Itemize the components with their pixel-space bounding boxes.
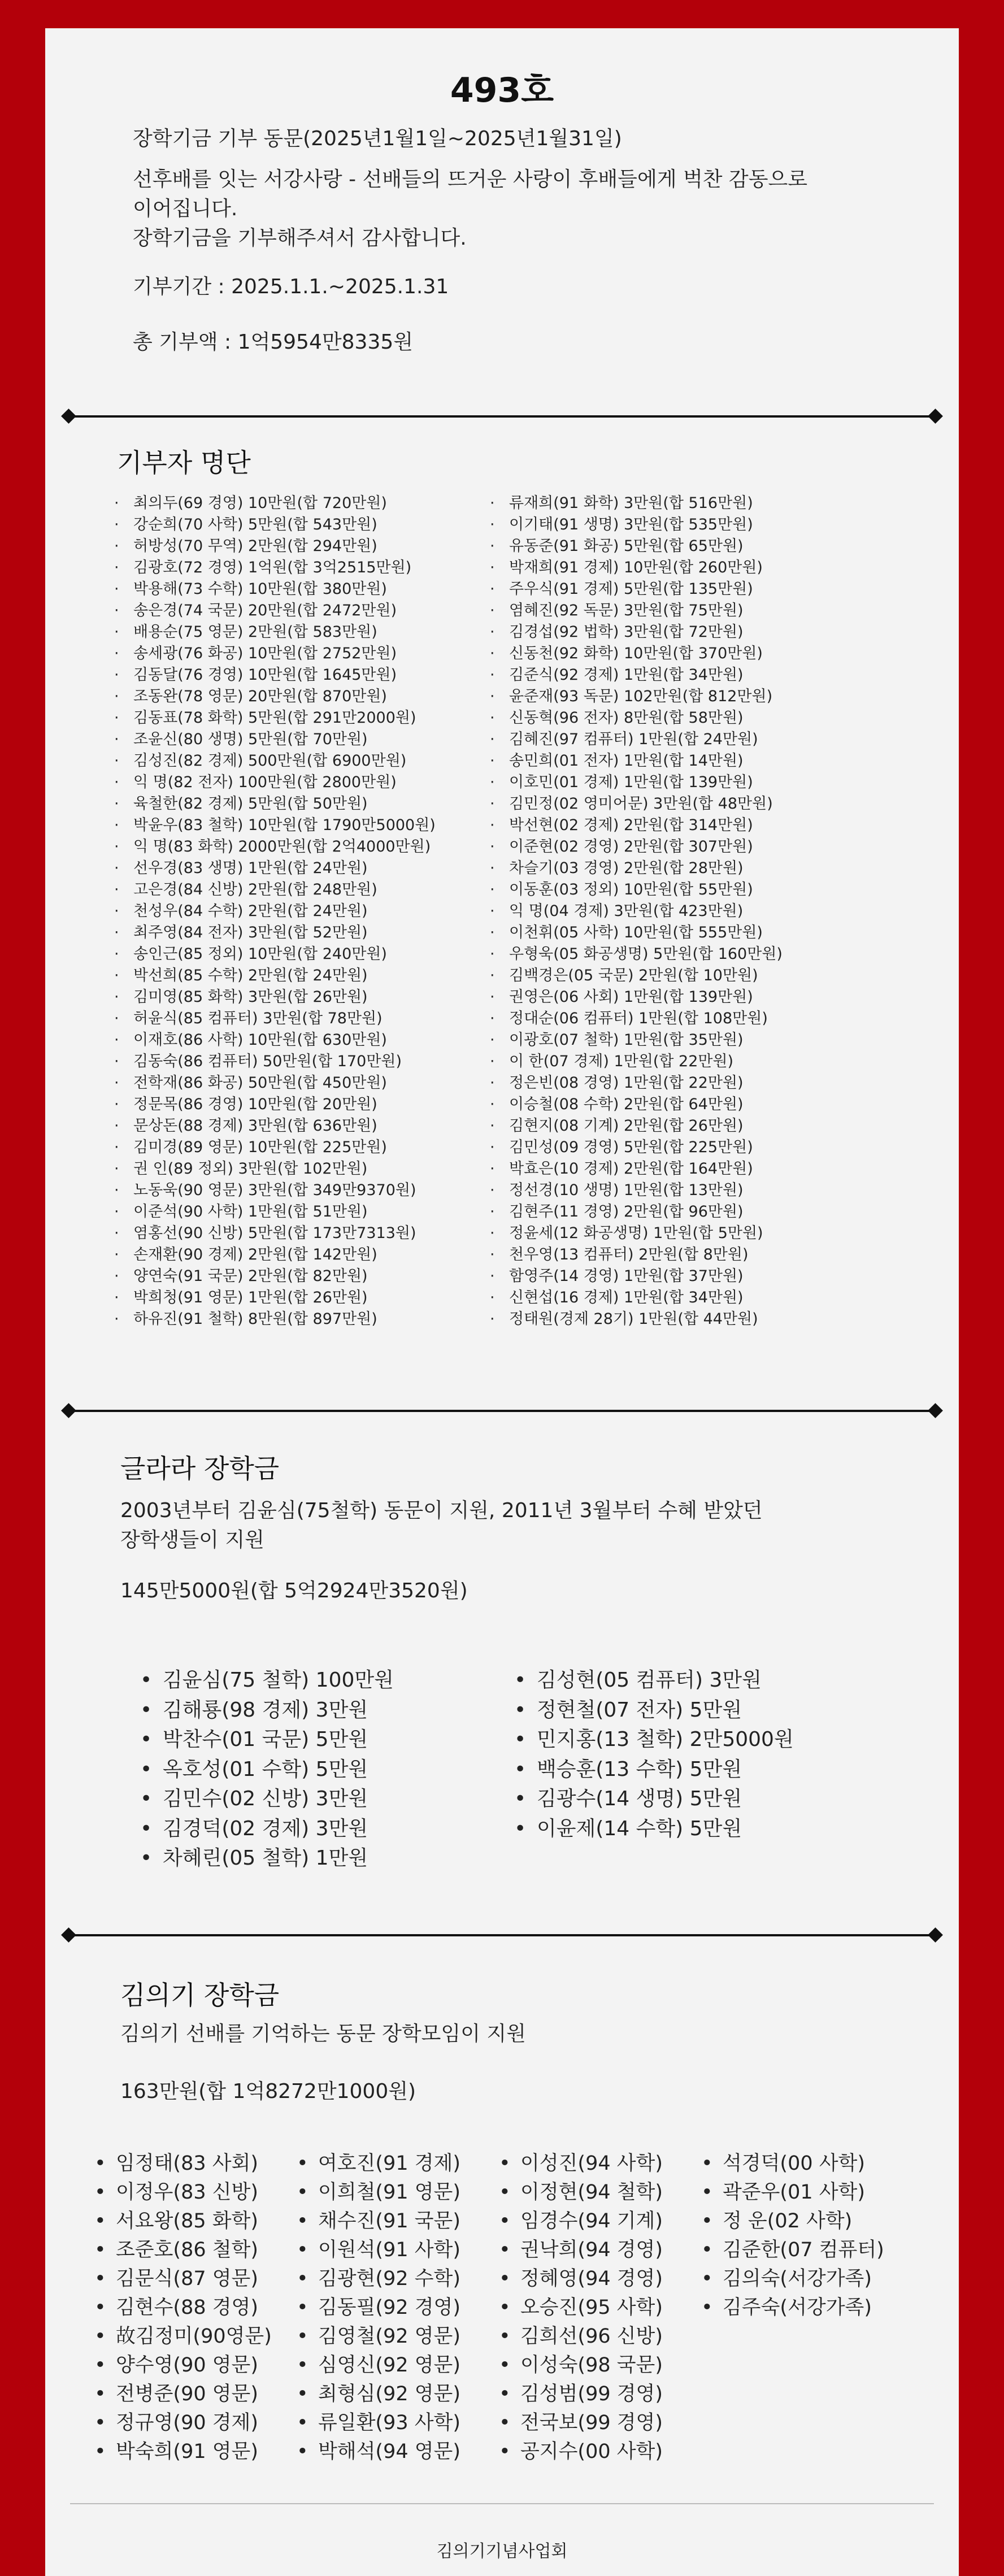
donor-entry: · 박효은(10 경제) 2만원(합 164만원) xyxy=(490,1158,783,1180)
gimuigi-donor-entry: • 정규영(90 경제) xyxy=(94,2409,272,2438)
gimuigi-description: 김의기 선배를 기억하는 동문 장학모임이 지원 xyxy=(120,2022,526,2045)
gimuigi-donor-entry: • 정 운(02 사학) xyxy=(701,2207,884,2236)
donor-entry: · 주우식(91 경제) 5만원(합 135만원) xyxy=(490,579,783,600)
donor-entry: · 조동완(78 영문) 20만원(합 870만원) xyxy=(114,686,436,707)
glara-donor-entry: • 옥호성(01 수학) 5만원 xyxy=(140,1755,394,1785)
donor-entry: · 선우경(83 생명) 1만원(합 24만원) xyxy=(114,858,436,879)
gimuigi-donor-entry: • 전국보(99 경영) xyxy=(499,2409,663,2438)
donor-entry: · 박선희(85 수학) 2만원(합 24만원) xyxy=(114,965,436,987)
gimuigi-donor-entry: • 이성진(94 사학) xyxy=(499,2149,663,2178)
gimuigi-donor-entry: • 양수영(90 영문) xyxy=(94,2351,272,2380)
donor-entry: · 하유진(91 철학) 8만원(합 897만원) xyxy=(114,1309,436,1330)
donor-entry: · 전학재(86 화공) 50만원(합 450만원) xyxy=(114,1072,436,1094)
donor-entry: · 신동혁(96 전자) 8만원(합 58만원) xyxy=(490,707,783,729)
donor-entry: · 정대순(06 컴퓨터) 1만원(합 108만원) xyxy=(490,1008,783,1029)
donor-entry: · 이광호(07 철학) 1만원(합 35만원) xyxy=(490,1029,783,1051)
glara-donor-entry: • 김해룡(98 경제) 3만원 xyxy=(140,1696,394,1726)
gimuigi-donor-entry: • 김주숙(서강가족) xyxy=(701,2293,884,2322)
gimuigi-donor-entry: • 임경수(94 기계) xyxy=(499,2207,663,2236)
donor-entry: · 천성우(84 수학) 2만원(합 24만원) xyxy=(114,901,436,922)
glara-donor-entry: • 박찬수(01 국문) 5만원 xyxy=(140,1725,394,1755)
donation-intro: 장학기금 기부 동문(2025년1월1일~2025년1월31일) xyxy=(133,127,622,150)
donor-entry: · 우형욱(05 화공생명) 5만원(합 160만원) xyxy=(490,944,783,965)
donor-entry: · 김준식(92 경제) 1만원(합 34만원) xyxy=(490,664,783,686)
gimuigi-donor-entry: • 최형심(92 영문) xyxy=(297,2380,460,2409)
donor-entry: · 정윤세(12 화공생명) 1만원(합 5만원) xyxy=(490,1223,783,1244)
donor-entry: · 고은경(84 신방) 2만원(합 248만원) xyxy=(114,879,436,901)
section-divider xyxy=(62,409,942,424)
donor-entry: · 배용순(75 영문) 2만원(합 583만원) xyxy=(114,622,436,643)
gimuigi-donor-entry: • 김준한(07 컴퓨터) xyxy=(701,2236,884,2265)
donor-list-heading: 기부자 명단 xyxy=(117,448,251,478)
donor-entry: · 이재호(86 사학) 10만원(합 630만원) xyxy=(114,1029,436,1051)
gimuigi-donor-entry: • 전병준(90 영문) xyxy=(94,2380,272,2409)
donor-entry: · 최주영(84 전자) 3만원(합 52만원) xyxy=(114,922,436,944)
donor-entry: · 익 명(82 전자) 100만원(합 2800만원) xyxy=(114,772,436,793)
gimuigi-donor-entry: • 이정현(94 철학) xyxy=(499,2178,663,2207)
gimuigi-donor-entry: • 공지수(00 사학) xyxy=(499,2438,663,2466)
donor-entry: · 송인근(85 정외) 10만원(합 240만원) xyxy=(114,944,436,965)
donor-entry: · 김민정(02 영미어문) 3만원(합 48만원) xyxy=(490,793,783,815)
gimuigi-donor-entry: • 박해석(94 영문) xyxy=(297,2438,460,2466)
donor-entry: · 정은빈(08 경영) 1만원(합 22만원) xyxy=(490,1072,783,1094)
donor-entry: · 김경섭(92 법학) 3만원(합 72만원) xyxy=(490,622,783,643)
donor-entry: · 노동욱(90 영문) 3만원(합 349만9370원) xyxy=(114,1180,436,1201)
thanks-message-line2: 이어집니다. xyxy=(133,197,238,220)
gimuigi-donor-entry: • 이희철(91 영문) xyxy=(297,2178,460,2207)
gimuigi-donor-entry: • 오승진(95 사학) xyxy=(499,2293,663,2322)
glara-donor-entry: • 차혜린(05 철학) 1만원 xyxy=(140,1844,394,1874)
donor-entry: · 익 명(04 경제) 3만원(합 423만원) xyxy=(490,901,783,922)
donor-entry: · 정문목(86 경영) 10만원(합 20만원) xyxy=(114,1094,436,1115)
gimuigi-donor-entry: • 김영철(92 영문) xyxy=(297,2322,460,2351)
donor-entry: · 이 한(07 경제) 1만원(합 22만원) xyxy=(490,1051,783,1072)
gimuigi-donor-entry: • 채수진(91 국문) xyxy=(297,2207,460,2236)
gimuigi-donor-entry: • 박숙희(91 영문) xyxy=(94,2438,272,2466)
glara-donor-entry: • 이윤제(14 수학) 5만원 xyxy=(514,1814,794,1844)
donor-entry: · 김백경은(05 국문) 2만원(합 10만원) xyxy=(490,965,783,987)
glara-list-right xyxy=(514,1666,794,1844)
donor-entry: · 이동훈(03 정외) 10만원(합 55만원) xyxy=(490,879,783,901)
glara-donor-entry: • 백승훈(13 수학) 5만원 xyxy=(514,1755,794,1785)
gimuigi-donor-entry: • 권낙희(94 경영) xyxy=(499,2236,663,2265)
glara-description-line1: 2003년부터 김윤심(75철학) 동문이 지원, 2011년 3월부터 수혜 받았던 xyxy=(120,1499,763,1522)
gimuigi-list-col3 xyxy=(499,2149,663,2466)
section-divider xyxy=(62,1927,942,1943)
donor-entry: · 김현주(11 경영) 2만원(합 96만원) xyxy=(490,1201,783,1223)
gimuigi-donor-entry: • 정혜영(94 경영) xyxy=(499,2265,663,2293)
gimuigi-donor-entry: • 이성숙(98 국문) xyxy=(499,2351,663,2380)
donor-entry: · 익 명(83 화학) 2000만원(합 2억4000만원) xyxy=(114,836,436,858)
donor-entry: · 권 인(89 정외) 3만원(합 102만원) xyxy=(114,1158,436,1180)
gimuigi-list-col4 xyxy=(701,2149,884,2322)
donor-entry: · 정선경(10 생명) 1만원(합 13만원) xyxy=(490,1180,783,1201)
donor-entry: · 조윤신(80 생명) 5만원(합 70만원) xyxy=(114,729,436,750)
donor-entry: · 함영주(14 경영) 1만원(합 37만원) xyxy=(490,1266,783,1287)
gimuigi-donor-entry: • 서요왕(85 화학) xyxy=(94,2207,272,2236)
gimuigi-donor-entry: • 김동필(92 경영) xyxy=(297,2293,460,2322)
donor-entry: · 신현섭(16 경제) 1만원(합 34만원) xyxy=(490,1287,783,1309)
donor-entry: · 류재희(91 화학) 3만원(합 516만원) xyxy=(490,493,783,514)
donor-entry: · 신동천(92 화학) 10만원(합 370만원) xyxy=(490,643,783,664)
glara-description-line2: 장학생들이 지원 xyxy=(120,1528,264,1552)
gimuigi-donor-entry: • 이원석(91 사학) xyxy=(297,2236,460,2265)
gimuigi-donor-entry: • 故김정미(90영문) xyxy=(94,2322,272,2351)
glara-donor-entry: • 김성현(05 컴퓨터) 3만원 xyxy=(514,1666,794,1696)
donor-entry: · 문상돈(88 경제) 3만원(합 636만원) xyxy=(114,1115,436,1137)
donor-entry: · 박선현(02 경제) 2만원(합 314만원) xyxy=(490,815,783,836)
donor-entry: · 허윤식(85 컴퓨터) 3만원(합 78만원) xyxy=(114,1008,436,1029)
donation-total: 총 기부액 : 1억5954만8335원 xyxy=(133,331,414,354)
donor-entry: · 김미경(89 영문) 10만원(합 225만원) xyxy=(114,1137,436,1158)
donor-entry: · 양연숙(91 국문) 2만원(합 82만원) xyxy=(114,1266,436,1287)
donor-entry: · 이준현(02 경영) 2만원(합 307만원) xyxy=(490,836,783,858)
gimuigi-heading: 김의기 장학금 xyxy=(120,1980,280,2010)
glara-total: 145만5000원(합 5억2924만3520원) xyxy=(120,1579,468,1602)
donor-entry: · 이승철(08 수학) 2만원(합 64만원) xyxy=(490,1094,783,1115)
donor-entry: · 손재환(90 경제) 2만원(합 142만원) xyxy=(114,1244,436,1266)
glara-donor-entry: • 민지홍(13 철학) 2만5000원 xyxy=(514,1725,794,1755)
donation-period: 기부기간 : 2025.1.1.~2025.1.31 xyxy=(133,275,449,298)
donor-entry: · 송세광(76 화공) 10만원(합 2752만원) xyxy=(114,643,436,664)
gimuigi-donor-entry: • 류일환(93 사학) xyxy=(297,2409,460,2438)
gimuigi-donor-entry: • 임정태(83 사회) xyxy=(94,2149,272,2178)
glara-donor-entry: • 정현철(07 전자) 5만원 xyxy=(514,1696,794,1726)
donor-entry: · 이호민(01 경제) 1만원(합 139만원) xyxy=(490,772,783,793)
donor-entry: · 윤준재(93 독문) 102만원(합 812만원) xyxy=(490,686,783,707)
gimuigi-total: 163만원(합 1억8272만1000원) xyxy=(120,2080,416,2103)
gimuigi-donor-entry: • 심영신(92 영문) xyxy=(297,2351,460,2380)
gimuigi-donor-entry: • 김문식(87 영문) xyxy=(94,2265,272,2293)
donor-entry: · 김동달(76 경영) 10만원(합 1645만원) xyxy=(114,664,436,686)
donor-entry: · 김현지(08 기계) 2만원(합 26만원) xyxy=(490,1115,783,1137)
donor-entry: · 송민희(01 전자) 1만원(합 14만원) xyxy=(490,750,783,772)
footer-organization: 김의기기념사업회 xyxy=(436,2542,568,2561)
donor-entry: · 김동숙(86 컴퓨터) 50만원(합 170만원) xyxy=(114,1051,436,1072)
donor-entry: · 정태원(경제 28기) 1만원(합 44만원) xyxy=(490,1309,783,1330)
section-divider xyxy=(62,1403,942,1419)
donor-entry: · 차슬기(03 경영) 2만원(합 28만원) xyxy=(490,858,783,879)
donor-entry: · 유동준(91 화공) 5만원(합 65만원) xyxy=(490,536,783,557)
donor-entry: · 김광호(72 경영) 1억원(합 3억2515만원) xyxy=(114,557,436,579)
donor-entry: · 강순희(70 사학) 5만원(합 543만원) xyxy=(114,514,436,536)
glara-donor-entry: • 김광수(14 생명) 5만원 xyxy=(514,1784,794,1814)
donor-entry: · 김미영(85 화학) 3만원(합 26만원) xyxy=(114,987,436,1008)
newsletter-page xyxy=(45,28,959,2576)
donor-entry: · 박희청(91 영문) 1만원(합 26만원) xyxy=(114,1287,436,1309)
donor-entry: · 이천휘(05 사학) 10만원(합 555만원) xyxy=(490,922,783,944)
donor-list-left xyxy=(114,493,436,1330)
donor-entry: · 천우영(13 컴퓨터) 2만원(합 8만원) xyxy=(490,1244,783,1266)
donor-entry: · 김동표(78 화학) 5만원(합 291만2000원) xyxy=(114,707,436,729)
donor-entry: · 박재희(91 경제) 10만원(합 260만원) xyxy=(490,557,783,579)
glara-list-left xyxy=(140,1666,394,1874)
glara-donor-entry: • 김윤심(75 철학) 100만원 xyxy=(140,1666,394,1696)
gimuigi-donor-entry: • 이정우(83 신방) xyxy=(94,2178,272,2207)
donor-entry: · 이준석(90 사학) 1만원(합 51만원) xyxy=(114,1201,436,1223)
donor-entry: · 염혜진(92 독문) 3만원(합 75만원) xyxy=(490,600,783,622)
donor-entry: · 최의두(69 경영) 10만원(합 720만원) xyxy=(114,493,436,514)
footer-divider xyxy=(70,2503,934,2504)
donor-entry: · 송은경(74 국문) 20만원(합 2472만원) xyxy=(114,600,436,622)
donor-entry: · 허방성(70 무역) 2만원(합 294만원) xyxy=(114,536,436,557)
donor-entry: · 김민성(09 경영) 5만원(합 225만원) xyxy=(490,1137,783,1158)
gimuigi-donor-entry: • 김의숙(서강가족) xyxy=(701,2265,884,2293)
gimuigi-donor-entry: • 김성범(99 경영) xyxy=(499,2380,663,2409)
donor-entry: · 박용해(73 수학) 10만원(합 380만원) xyxy=(114,579,436,600)
donor-entry: · 염홍선(90 신방) 5만원(합 173만7313원) xyxy=(114,1223,436,1244)
donor-entry: · 육철한(82 경제) 5만원(합 50만원) xyxy=(114,793,436,815)
gimuigi-donor-entry: • 김희선(96 신방) xyxy=(499,2322,663,2351)
gimuigi-donor-entry: • 석경덕(00 사학) xyxy=(701,2149,884,2178)
glara-heading: 글라라 장학금 xyxy=(120,1453,280,1484)
gimuigi-list-col1 xyxy=(94,2149,272,2466)
gimuigi-donor-entry: • 김현수(88 경영) xyxy=(94,2293,272,2322)
donor-entry: · 김성진(82 경제) 500만원(합 6900만원) xyxy=(114,750,436,772)
donor-entry: · 김혜진(97 컴퓨터) 1만원(합 24만원) xyxy=(490,729,783,750)
glara-donor-entry: • 김경덕(02 경제) 3만원 xyxy=(140,1814,394,1844)
gimuigi-list-col2 xyxy=(297,2149,460,2466)
issue-title: 493호 xyxy=(450,71,554,110)
gimuigi-donor-entry: • 여호진(91 경제) xyxy=(297,2149,460,2178)
thanks-message-line3: 장학기금을 기부해주셔서 감사합니다. xyxy=(133,227,467,250)
thanks-message-line1: 선후배를 잇는 서강사랑 - 선배들의 뜨거운 사랑이 후배들에게 벅찬 감동으로 xyxy=(133,168,808,191)
gimuigi-donor-entry: • 곽준우(01 사학) xyxy=(701,2178,884,2207)
donor-entry: · 권영은(06 사회) 1만원(합 139만원) xyxy=(490,987,783,1008)
gimuigi-donor-entry: • 조준호(86 철학) xyxy=(94,2236,272,2265)
glara-donor-entry: • 김민수(02 신방) 3만원 xyxy=(140,1784,394,1814)
gimuigi-donor-entry: • 김광현(92 수학) xyxy=(297,2265,460,2293)
donor-list-right xyxy=(490,493,783,1330)
donor-entry: · 박윤우(83 철학) 10만원(합 1790만5000원) xyxy=(114,815,436,836)
donor-entry: · 이기태(91 생명) 3만원(합 535만원) xyxy=(490,514,783,536)
